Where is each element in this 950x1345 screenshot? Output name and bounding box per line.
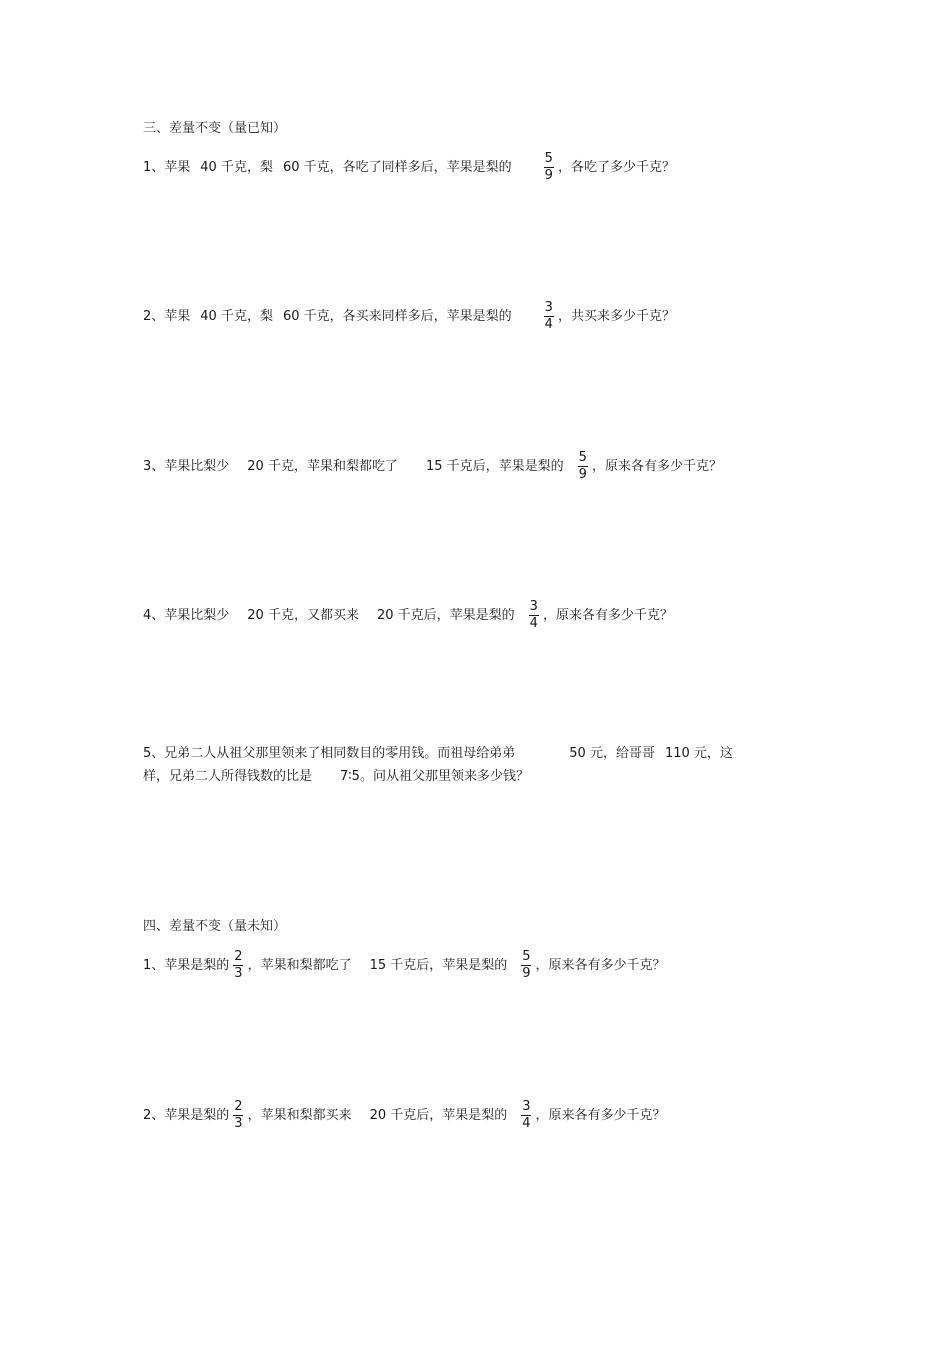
s4q2-denominator-1: 3 [234, 1116, 243, 1131]
s3q5-text-1b: 50 元，给哥哥 [569, 746, 655, 761]
s4q2-numerator-1: 2 [234, 1099, 243, 1114]
s4q2-text-a: 2、苹果是梨的 [143, 1108, 230, 1123]
s3q5-text-1a: 5、兄弟二人从祖父那里领来了相同数目的零用钱。而祖母给弟弟 [143, 746, 516, 761]
s3q1-text-d: ，各吃了多少千克？ [557, 160, 675, 175]
s3q3-text-d: ，原来各有多少千克？ [591, 459, 722, 474]
s4q1-text-c: 15 千克后，苹果是梨的 [369, 958, 508, 973]
s3q2-numerator: 3 [544, 300, 553, 315]
s3-question-2 [143, 301, 675, 332]
s4q2-text-c: 20 千克后，苹果是梨的 [369, 1108, 508, 1123]
s4q2-numerator-2: 3 [522, 1099, 531, 1114]
s4q2-denominator-2: 4 [522, 1116, 531, 1131]
s4q2-fraction-1 [233, 1100, 243, 1131]
s3q4-text-a: 4、苹果比梨少 [143, 608, 230, 623]
s4q2-text-d: ，原来各有多少千克？ [535, 1108, 666, 1123]
s3q3-numerator: 5 [578, 450, 587, 465]
s4q1-numerator-2: 5 [522, 949, 531, 964]
s4q2-fraction-2 [521, 1100, 531, 1131]
s3-question-5-line-2 [143, 768, 529, 786]
s3q1-numerator: 5 [544, 151, 553, 166]
s3q2-text-c: 60 千克，各买来同样多后，苹果是梨的 [282, 309, 512, 324]
s3q2-text-d: ，共买来多少千克？ [557, 309, 675, 324]
s3q4-text-c: 20 千克后，苹果是梨的 [376, 608, 515, 623]
s4q1-text-a: 1、苹果是梨的 [143, 958, 230, 973]
s3q2-text-a: 2、苹果 [143, 309, 191, 324]
s3q5-text-1c: 110 元，这 [664, 746, 733, 761]
s3q4-text-b: 20 千克，又都买来 [247, 608, 359, 623]
s3q5-text-2b: 7∶5。问从祖父那里领来多少钱？ [340, 769, 529, 784]
s3q1-text-b: 40 千克，梨 [200, 160, 273, 175]
s3q3-text-b: 20 千克，苹果和梨都吃了 [247, 459, 398, 474]
s4q1-fraction-2 [521, 950, 531, 981]
s3q3-text-a: 3、苹果比梨少 [143, 459, 230, 474]
s3q3-text-c: 15 千克后，苹果是梨的 [425, 459, 564, 474]
s3q1-text-c: 60 千克，各吃了同样多后，苹果是梨的 [282, 160, 512, 175]
s3q2-text-b: 40 千克，梨 [200, 309, 273, 324]
s3-question-4 [143, 600, 673, 631]
s4q1-denominator-1: 3 [234, 966, 243, 981]
s4q2-text-b: ，苹果和梨都买来 [247, 1108, 352, 1123]
s4q1-text-d: ，原来各有多少千克？ [535, 958, 666, 973]
s3-question-3 [143, 451, 722, 482]
s3q1-text-a: 1、苹果 [143, 160, 191, 175]
s4-question-2 [143, 1100, 666, 1131]
s4-question-1 [143, 950, 666, 981]
s3q1-denominator: 9 [544, 168, 553, 183]
s3q3-fraction [578, 451, 588, 482]
s3q4-text-d: ，原来各有多少千克？ [542, 608, 673, 623]
s3q2-fraction [544, 301, 554, 332]
s3q4-fraction [529, 600, 539, 631]
s4q1-denominator-2: 9 [522, 966, 531, 981]
s3q1-fraction [544, 152, 554, 183]
s3-question-1 [143, 152, 675, 183]
s3-question-5-line-1 [143, 745, 733, 763]
s3q4-numerator: 3 [529, 599, 538, 614]
s3q2-denominator: 4 [544, 317, 553, 332]
section3-heading: 三、差量不变（量已知） [143, 121, 287, 136]
s4q1-fraction-1 [233, 950, 243, 981]
s4q1-text-b: ，苹果和梨都吃了 [247, 958, 352, 973]
s3q3-denominator: 9 [578, 467, 587, 482]
section4-heading: 四、差量不变（量未知） [143, 919, 287, 934]
s3q5-text-2a: 样，兄弟二人所得钱数的比是 [143, 769, 313, 784]
s4q1-numerator-1: 2 [234, 949, 243, 964]
s3q4-denominator: 4 [529, 616, 538, 631]
